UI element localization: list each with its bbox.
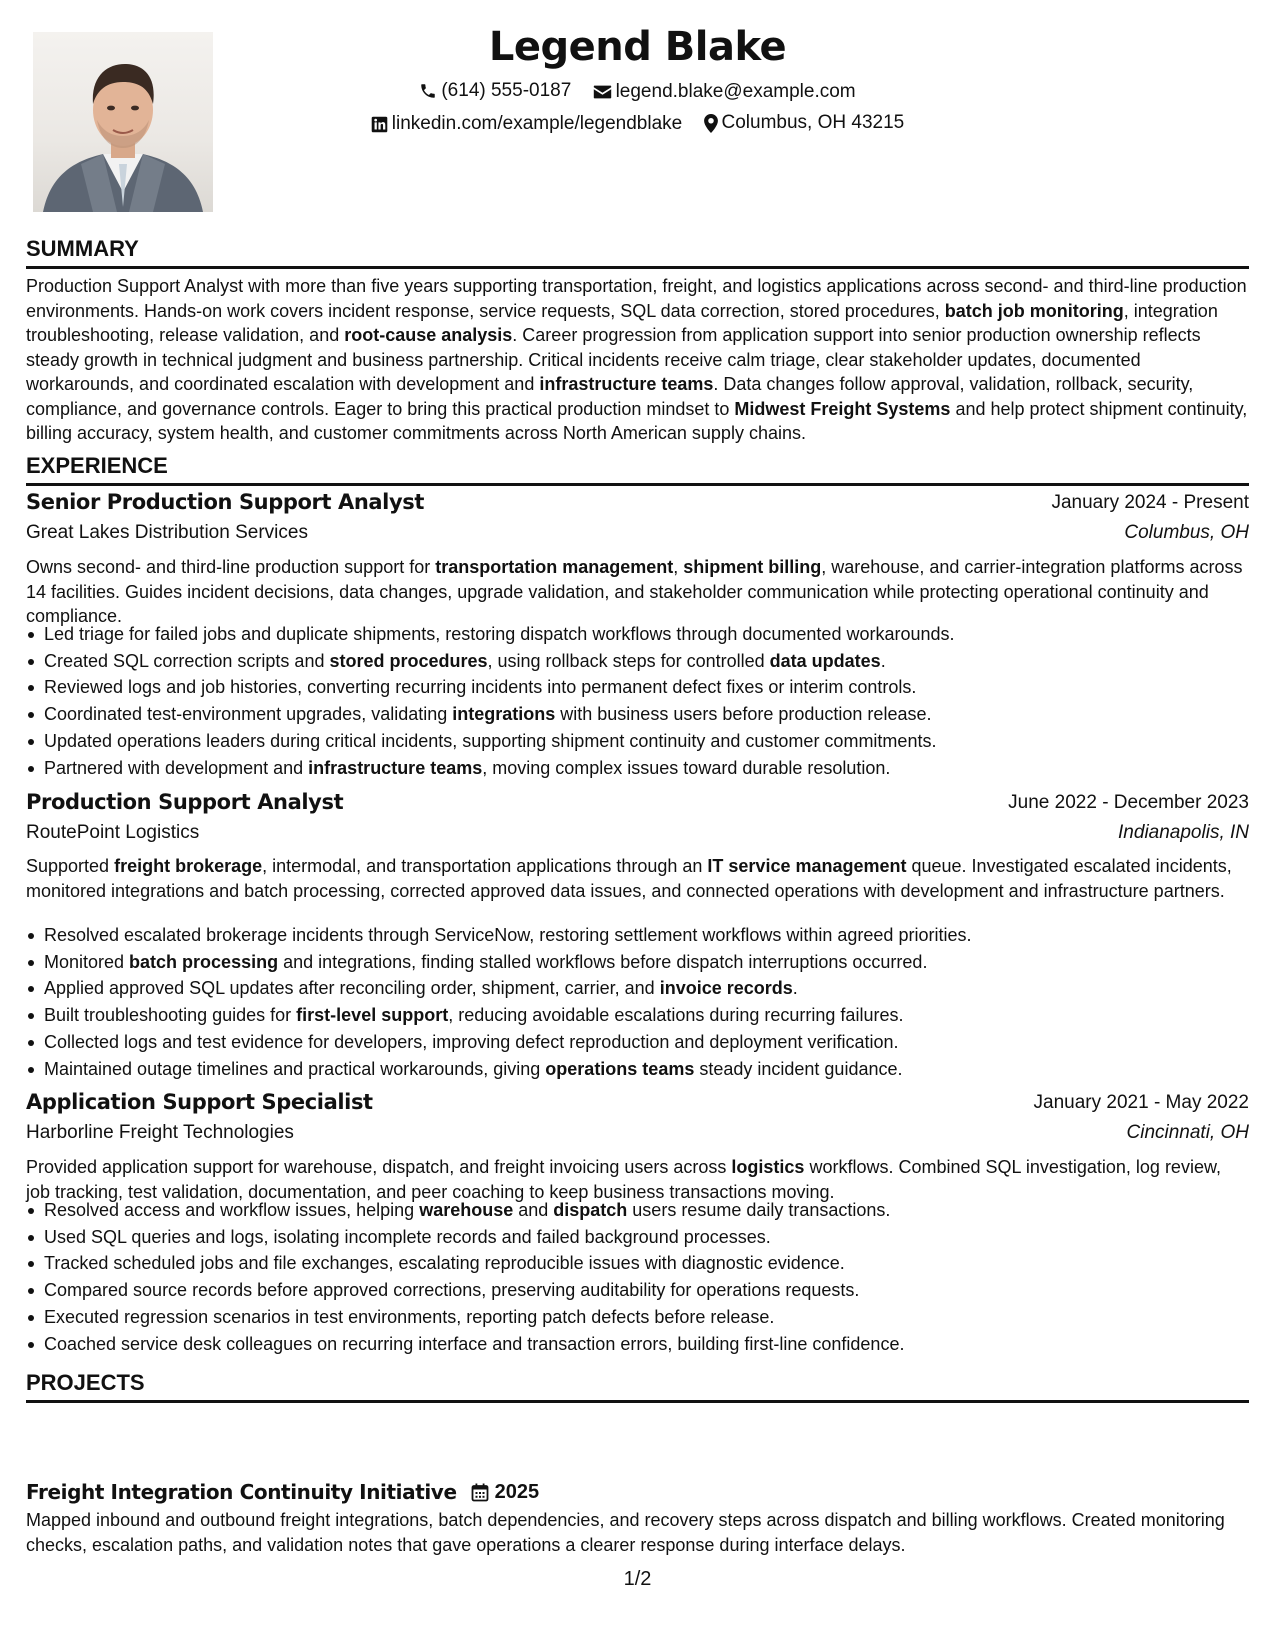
list-item: Updated operations leaders during critical incidents, supporting shipment continuity and customer commitments. — [44, 728, 1266, 755]
project-title-row — [26, 1480, 539, 1504]
contact-line-2 — [26, 112, 1249, 139]
linkedin-icon — [371, 116, 388, 133]
envelope-icon — [593, 84, 612, 100]
candidate-name: Legend Blake — [488, 24, 787, 70]
contact-line-1 — [26, 80, 1249, 106]
list-item: Collected logs and test evidence for developers, improving defect reproduction and deployment verification. — [44, 1029, 1266, 1056]
list-item: Monitored batch processing and integrations, finding stalled workflows before dispatch interruptions occurred. — [44, 949, 1266, 976]
experience-heading: EXPERIENCE — [26, 453, 1249, 486]
job-title: Senior Production Support Analyst — [26, 490, 425, 514]
list-item: Compared source records before approved corrections, preserving auditability for operations requests. — [44, 1277, 1266, 1304]
list-item: Resolved escalated brokerage incidents through ServiceNow, restoring settlement workflows within agreed priorities. — [44, 922, 1266, 949]
calendar-icon — [471, 1483, 489, 1502]
summary-heading: SUMMARY — [26, 236, 1249, 269]
job-bullets — [26, 922, 1266, 1082]
project-year: 2025 — [494, 1480, 540, 1503]
job-bullets — [26, 1197, 1266, 1357]
list-item: Built troubleshooting guides for first-level support, reducing avoidable escalations during recurring failures. — [44, 1002, 1266, 1029]
list-item: Reviewed logs and job histories, converting recurring incidents into permanent defect fixes or interim controls. — [44, 674, 1266, 701]
list-item: Applied approved SQL updates after reconciling order, shipment, carrier, and invoice records. — [44, 975, 1266, 1002]
location-text: Columbus, OH 43215 — [721, 112, 905, 133]
job-company: RoutePoint Logistics — [26, 822, 200, 843]
linkedin-contact[interactable] — [371, 113, 682, 135]
phone-icon — [419, 82, 437, 100]
list-item: Partnered with development and infrastructure teams, moving complex issues toward durable resolution. — [44, 755, 1266, 782]
map-pin-icon — [704, 114, 718, 133]
list-item: Used SQL queries and logs, isolating incomplete records and failed background processes. — [44, 1224, 1266, 1251]
summary-text: Production Support Analyst with more than five years supporting transportation, freight, and logistics applications across second- and third-line production environments. Hands-on work covers incident response, service requests, SQL data correction, stored procedures, batch job monitoring, integration troubleshooting, release validation, and root-cause analysis. Career progression from application support into senior production ownership reflects steady growth in technical judgment and business partnership. Critical incidents receive calm triage, clear stakeholder updates, documented workarounds, and coordinated escalation with development and infrastructure teams. Data changes follow approval, validation, rollback, security, compliance, and governance controls. Eager to bring this practical production mindset to Midwest Freight Systems and help protect shipment continuity, billing accuracy, system health, and customer commitments across North American supply chains. — [26, 276, 1248, 443]
job-title: Application Support Specialist — [26, 1090, 373, 1114]
phone-number: (614) 555-0187 — [441, 80, 572, 101]
location-contact — [704, 112, 905, 134]
job-location: Columbus, OH — [1124, 522, 1249, 543]
job-company: Great Lakes Distribution Services — [26, 522, 308, 543]
list-item: Executed regression scenarios in test environments, reporting patch defects before release. — [44, 1304, 1266, 1331]
list-item: Tracked scheduled jobs and file exchanges, escalating reproducible issues with diagnostic evidence. — [44, 1250, 1266, 1277]
job-dates: January 2021 - May 2022 — [1033, 1092, 1249, 1113]
list-item: Created SQL correction scripts and stored procedures, using rollback steps for controlled data updates. — [44, 648, 1266, 675]
list-item: Maintained outage timelines and practical workarounds, giving operations teams steady incident guidance. — [44, 1056, 1266, 1083]
project-title: Freight Integration Continuity Initiative — [26, 1480, 457, 1504]
job-dates: June 2022 - December 2023 — [1008, 792, 1249, 813]
list-item: Coached service desk colleagues on recurring interface and transaction errors, building first-line confidence. — [44, 1331, 1266, 1358]
job-title: Production Support Analyst — [26, 790, 344, 814]
page-number: 1/2 — [623, 1568, 652, 1590]
phone-contact[interactable] — [419, 80, 571, 102]
list-item: Coordinated test-environment upgrades, validating integrations with business users before production release. — [44, 701, 1266, 728]
projects-heading: PROJECTS — [26, 1370, 1249, 1403]
linkedin-url: linkedin.com/example/legendblake — [391, 113, 683, 134]
job-description: Owns second- and third-line production support for transportation management, shipment billing, warehouse, and carrier-integration platforms across 14 facilities. Guides incident decisions, data changes, upgrade validation, and stakeholder communication while protecting operational continuity and compliance. — [26, 557, 1243, 626]
email-contact[interactable] — [593, 81, 856, 103]
list-item: Led triage for failed jobs and duplicate shipments, restoring dispatch workflows through documented workarounds. — [44, 621, 1266, 648]
job-location: Cincinnati, OH — [1126, 1122, 1249, 1143]
project-description: Mapped inbound and outbound freight integrations, batch dependencies, and recovery steps across dispatch and billing workflows. Created monitoring checks, escalation paths, and validation notes that gave operations a clearer response during interface delays. — [26, 1510, 1225, 1555]
job-location: Indianapolis, IN — [1118, 822, 1249, 843]
job-bullets — [26, 621, 1266, 781]
job-dates: January 2024 - Present — [1051, 492, 1249, 513]
email-address: legend.blake@example.com — [615, 81, 856, 102]
job-description: Supported freight brokerage, intermodal, and transportation applications through an IT service management queue. Investigated escalated incidents, monitored integrations and batch processing, corrected approved data issues, and connected operations with development and infrastructure partners. — [26, 856, 1232, 901]
job-company: Harborline Freight Technologies — [26, 1122, 294, 1143]
list-item: Resolved access and workflow issues, helping warehouse and dispatch users resume daily transactions. — [44, 1197, 1266, 1224]
job-description: Provided application support for warehouse, dispatch, and freight invoicing users across logistics workflows. Combined SQL investigation, log review, job tracking, test validation, documentation, and peer coaching to keep business transactions moving. — [26, 1157, 1221, 1202]
